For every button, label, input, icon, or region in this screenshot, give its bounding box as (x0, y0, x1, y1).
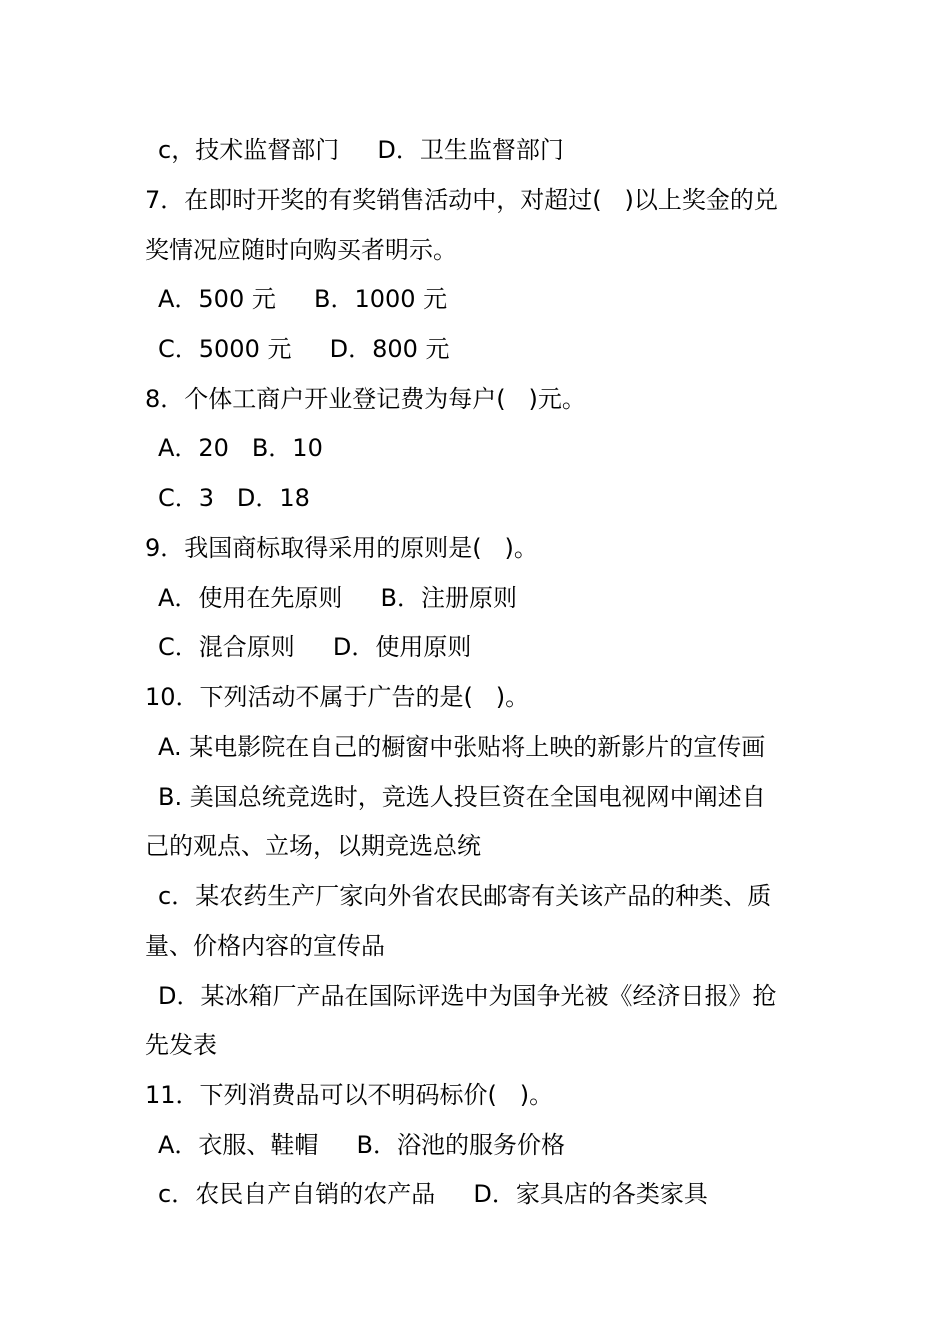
option-line: C．混合原则 D．使用原则 (158, 633, 472, 661)
text-line: 量、价格内容的宣传品 (145, 932, 385, 960)
option-line: A．使用在先原则 B．注册原则 (158, 584, 518, 612)
question-8-line: 8．个体工商户开业登记费为每户( )元。 (145, 385, 586, 413)
option-line: A. 某电影院在自己的橱窗中张贴将上映的新影片的宣传画 (158, 733, 766, 761)
option-line: A．20 B．10 (158, 434, 323, 462)
option-line: C．3 D．18 (158, 484, 310, 512)
option-line: D．某冰箱厂产品在国际评选中为国争光被《经济日报》抢 (158, 982, 777, 1010)
option-line: c．农民自产自销的农产品 D．家具店的各类家具 (158, 1180, 708, 1208)
question-9-line: 9．我国商标取得采用的原则是( )。 (145, 534, 538, 562)
text-line: c，技术监督部门 D．卫生监督部门 (158, 136, 564, 164)
text-line: 己的观点、立场，以期竞选总统 (145, 832, 481, 860)
option-line: B. 美国总统竞选时，竞选人投巨资在全国电视网中阐述自 (158, 783, 766, 811)
option-line: A．500 元 B．1000 元 (158, 285, 448, 313)
text-line: 先发表 (145, 1031, 217, 1059)
option-line: C．5000 元 D．800 元 (158, 335, 450, 363)
question-11-line: 11．下列消费品可以不明码标价( )。 (145, 1081, 554, 1109)
question-7-line: 7．在即时开奖的有奖销售活动中，对超过( )以上奖金的兑 (145, 186, 778, 214)
option-line: A．衣服、鞋帽 B．浴池的服务价格 (158, 1131, 566, 1159)
question-10-line: 10．下列活动不属于广告的是( )。 (145, 683, 530, 711)
option-line: c．某农药生产厂家向外省农民邮寄有关该产品的种类、质 (158, 882, 772, 910)
text-line: 奖情况应随时向购买者明示。 (145, 236, 457, 264)
